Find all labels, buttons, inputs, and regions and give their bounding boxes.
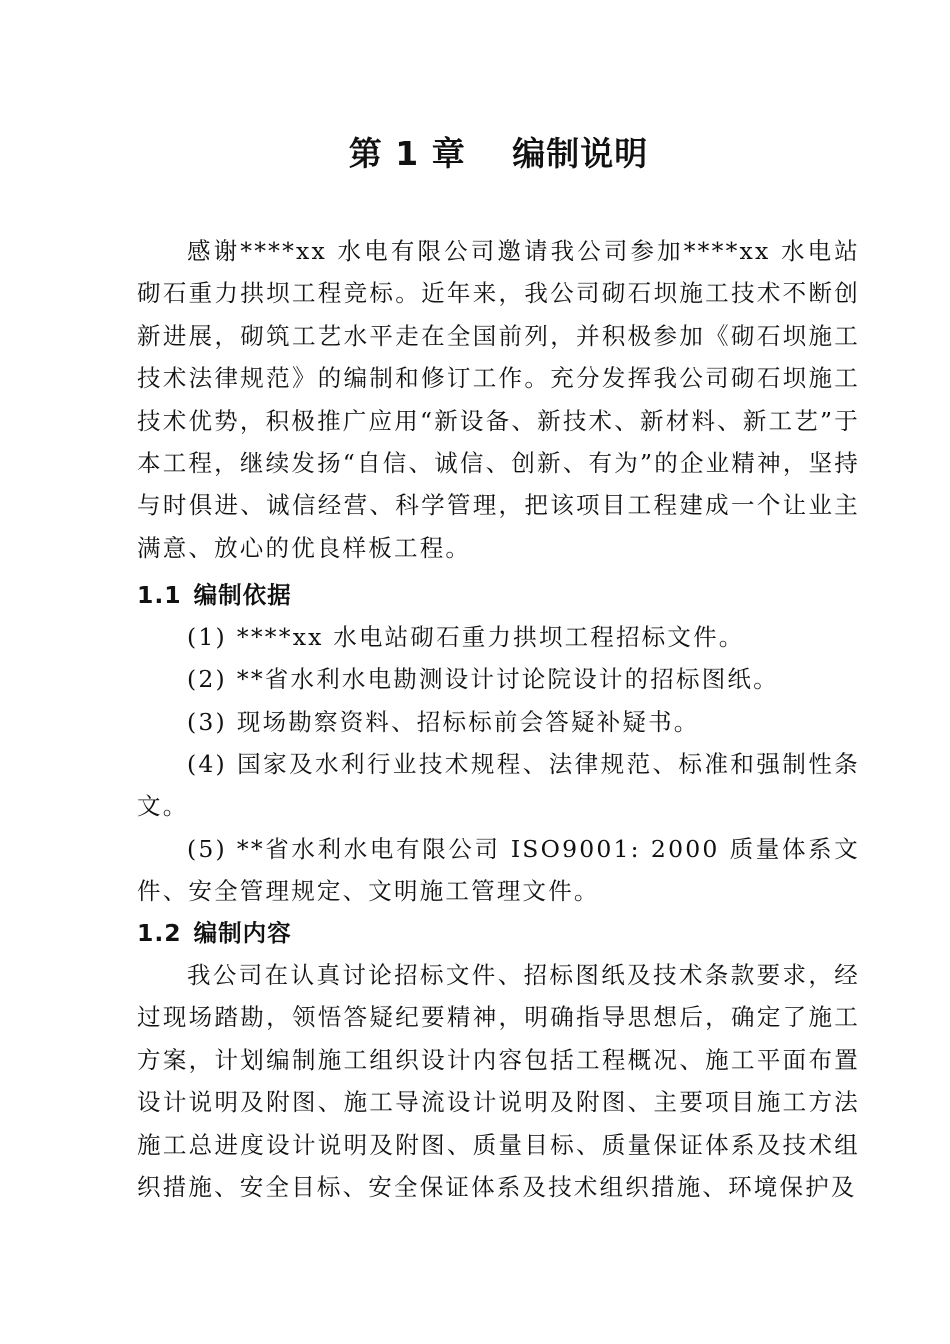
content-paragraph: 我公司在认真讨论招标文件、招标图纸及技术条款要求，经过现场踏勘，领悟答疑纪要精神，明确指导思想后，确定了施工方案，计划编制施工组织设计内容包括工程概况、施工平面布置设计说明及附图、施工导流设计说明及附图、主要项目施工方法施工总进度设计说明及附图、质量目标、质量保证体系及技术组织措施、安全目标、安全保证体系及技术组织措施、环境保护及	[137, 961, 860, 1202]
section-number: 1.2	[137, 919, 182, 947]
list-item-text: 现场勘察资料、招标标前会答疑补疑书。	[236, 708, 700, 736]
section-title: 编制内容	[193, 919, 292, 947]
list-item	[137, 616, 860, 658]
list-item	[137, 701, 860, 743]
list-item-text: **省水利水电勘测设计讨论院设计的招标图纸。	[236, 665, 779, 693]
list-item	[137, 743, 860, 828]
section-heading-1-2	[137, 912, 860, 954]
list-item	[137, 828, 860, 913]
list-item-label: (4)	[187, 750, 227, 778]
chapter-title: 第 1 章 编制说明	[348, 134, 649, 173]
section-heading-1-1	[137, 574, 860, 616]
section-title: 编制依据	[193, 581, 292, 609]
list-item-label: (3)	[187, 708, 227, 736]
list-item-text: 国家及水利行业技术规程、法律规范、标准和强制性条文。	[137, 750, 860, 821]
list-item-text: **省水利水电有限公司 ISO9001: 2000 质量体系文件、安全管理规定、文明施工管理文件。	[137, 835, 860, 906]
list-item-label: (2)	[187, 665, 227, 693]
list-item-label: (1)	[187, 623, 227, 651]
list-item-label: (5)	[187, 835, 227, 863]
list-item	[137, 658, 860, 700]
section-number: 1.1	[137, 581, 182, 609]
list-item-text: ****xx 水电站砌石重力拱坝工程招标文件。	[236, 623, 745, 651]
intro-paragraph: 感谢****xx 水电有限公司邀请我公司参加****xx 水电站砌石重力拱坝工程竞标。近年来，我公司砌石坝施工技术不断创新进展，砌筑工艺水平走在全国前列，并积极参加《砌石坝施工技术法律规范》的编制和修订工作。充分发挥我公司砌石坝施工技术优势，积极推广应用“新设备、新技术、新材料、新工艺”于本工程，继续发扬“自信、诚信、创新、有为”的企业精神，坚持与时俱进、诚信经营、科学管理，把该项目工程建成一个让业主满意、放心的优良样板工程。	[137, 237, 860, 562]
